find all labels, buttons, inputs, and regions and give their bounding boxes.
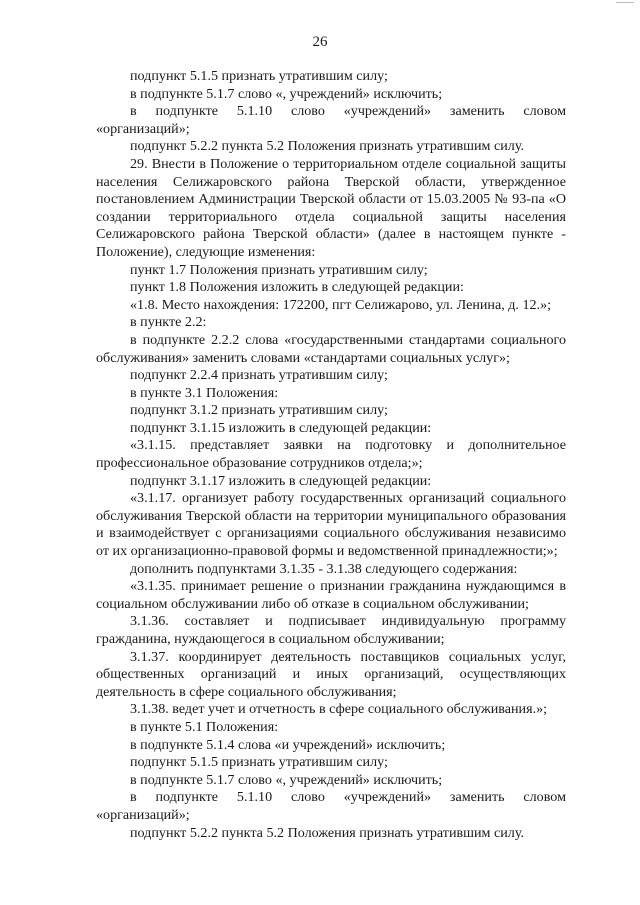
paragraph: подпункт 3.1.17 изложить в следующей редакции: — [130, 472, 432, 489]
document-body — [96, 68, 566, 842]
paragraph: в пункте 5.1 Положения: — [130, 718, 279, 735]
paragraph: дополнить подпунктами 3.1.35 - 3.1.38 следующего содержания: — [130, 560, 518, 577]
paragraph: «3.1.17. организует работу государственных организаций социального обслуживания Тверской области на территории муниципального образования и взаимодействует с организациями социального обслуживания независимо от их организационно-правовой формы и ведомственной принадлежности;»; — [96, 490, 566, 560]
paragraph: «3.1.35. принимает решение о признании гражданина нуждающимся в социальном обслуживании либо об отказе в социальном обслуживании; — [96, 578, 566, 612]
paragraph: 29. Внести в Положение о территориальном отделе социальной защиты населения Селижаровского района Тверской области, утвержденное постановлением Администрации Тверской области от 15.03.2005 № 93-па «О создании территориального отдела социальной защиты населения Селижаровского района Тверской области» (далее в настоящем пункте - Положение), следующие изменения: — [96, 155, 566, 260]
paragraph: 3.1.36. составляет и подписывает индивидуальную программу гражданина, нуждающегося в социальном обслуживании; — [96, 613, 566, 647]
paragraph: пункт 1.7 Положения признать утратившим силу; — [130, 261, 428, 278]
paragraph: «3.1.15. представляет заявки на подготовку и дополнительное профессиональное образование сотрудников отдела;»; — [96, 437, 566, 472]
paragraph: в подпункте 5.1.10 слово «учреждений» заменить словом «организаций»; — [96, 103, 566, 137]
page-number: 26 — [312, 34, 328, 50]
paragraph: подпункт 3.1.2 признать утратившим силу; — [130, 402, 388, 419]
paragraph: «1.8. Место нахождения: 172200, пгт Селижарово, ул. Ленина, д. 12.»; — [130, 296, 552, 313]
paragraph: подпункт 5.1.5 признать утратившим силу; — [130, 754, 388, 771]
paragraph: в пункте 2.2: — [130, 314, 207, 331]
paragraph: 3.1.38. ведет учет и отчетность в сфере социального обслуживания.»; — [130, 701, 548, 718]
paragraph: в подпункте 5.1.7 слово «, учреждений» исключить; — [130, 85, 443, 102]
paragraph: подпункт 5.1.5 признать утратившим силу; — [130, 68, 388, 84]
paragraph: 3.1.37. координирует деятельность поставщиков социальных услуг, общественных организаций и иных организаций, осуществляющих деятельность в сфере социального обслуживания; — [96, 648, 566, 700]
paragraph: в пункте 3.1 Положения: — [130, 384, 279, 401]
paragraph: подпункт 2.2.4 признать утратившим силу; — [130, 367, 388, 384]
paragraph: в подпункте 5.1.4 слова «и учреждений» исключить; — [130, 736, 446, 753]
paragraph: подпункт 5.2.2 пункта 5.2 Положения признать утратившим силу. — [130, 138, 524, 155]
paragraph: в подпункте 5.1.7 слово «, учреждений» исключить; — [130, 771, 443, 788]
paragraph: пункт 1.8 Положения изложить в следующей редакции: — [130, 279, 464, 296]
scan-corner-mark — [616, 2, 634, 7]
paragraph: подпункт 5.2.2 пункта 5.2 Положения признать утратившим силу. — [130, 824, 524, 841]
paragraph: в подпункте 2.2.2 слова «государственными стандартами социального обслуживания» заменить словами «стандартами социальных услуг»; — [96, 331, 566, 366]
paragraph: в подпункте 5.1.10 слово «учреждений» заменить словом «организаций»; — [96, 789, 566, 823]
paragraph: подпункт 3.1.15 изложить в следующей редакции: — [130, 419, 432, 436]
